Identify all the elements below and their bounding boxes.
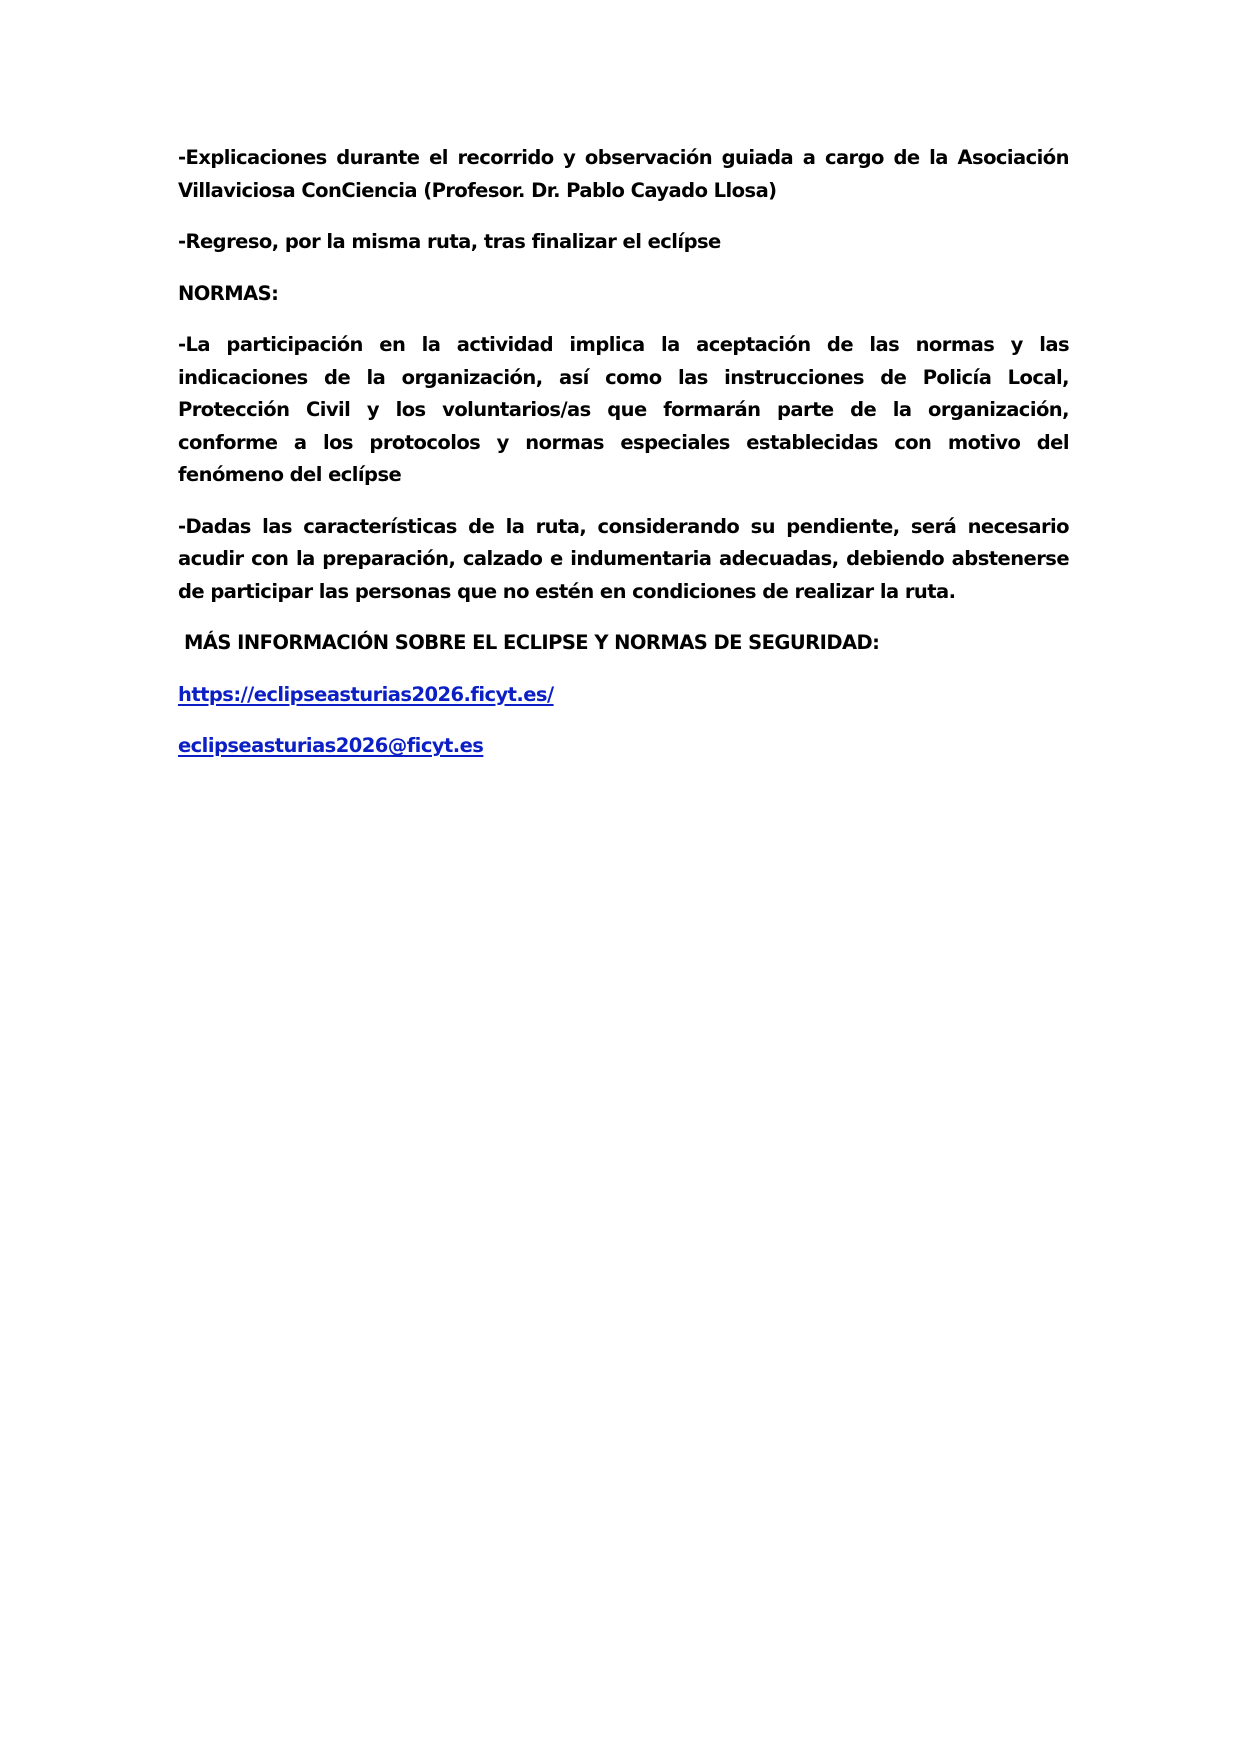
paragraph-caracteristicas: -Dadas las características de la ruta, considerando su pendiente, será necesario acudir con la preparación, calzado e indumentaria adecuadas, debiendo abstenerse de participar las personas que no estén en condiciones de realizar la ruta.: [178, 514, 1069, 603]
info-heading: MÁS INFORMACIÓN SOBRE EL ECLIPSE Y NORMAS DE SEGURIDAD:: [184, 631, 880, 654]
paragraph-participacion: -La participación en la actividad implica la aceptación de las normas y las indicaciones de la organización, así como las instrucciones de Policía Local, Protección Civil y los voluntarios/as que formarán parte de la organización, conforme a los protocolos y normas especiales establecidas con motivo del fenómeno del eclípse: [178, 333, 1069, 486]
email-link-line: [178, 730, 1069, 763]
paragraph-regreso: -Regreso, por la misma ruta, tras finalizar el eclípse: [178, 230, 721, 253]
website-link[interactable]: https://eclipseasturias2026.ficyt.es/: [178, 682, 554, 706]
paragraph-explicaciones: -Explicaciones durante el recorrido y observación guiada a cargo de la Asociación Villaviciosa ConCiencia (Profesor. Dr. Pablo Cayado Llosa): [178, 146, 1069, 202]
normas-heading: NORMAS:: [178, 281, 279, 305]
document-body: [178, 142, 1069, 782]
website-link-line: [178, 679, 1069, 712]
email-link[interactable]: eclipseasturias2026@ficyt.es: [178, 734, 484, 757]
